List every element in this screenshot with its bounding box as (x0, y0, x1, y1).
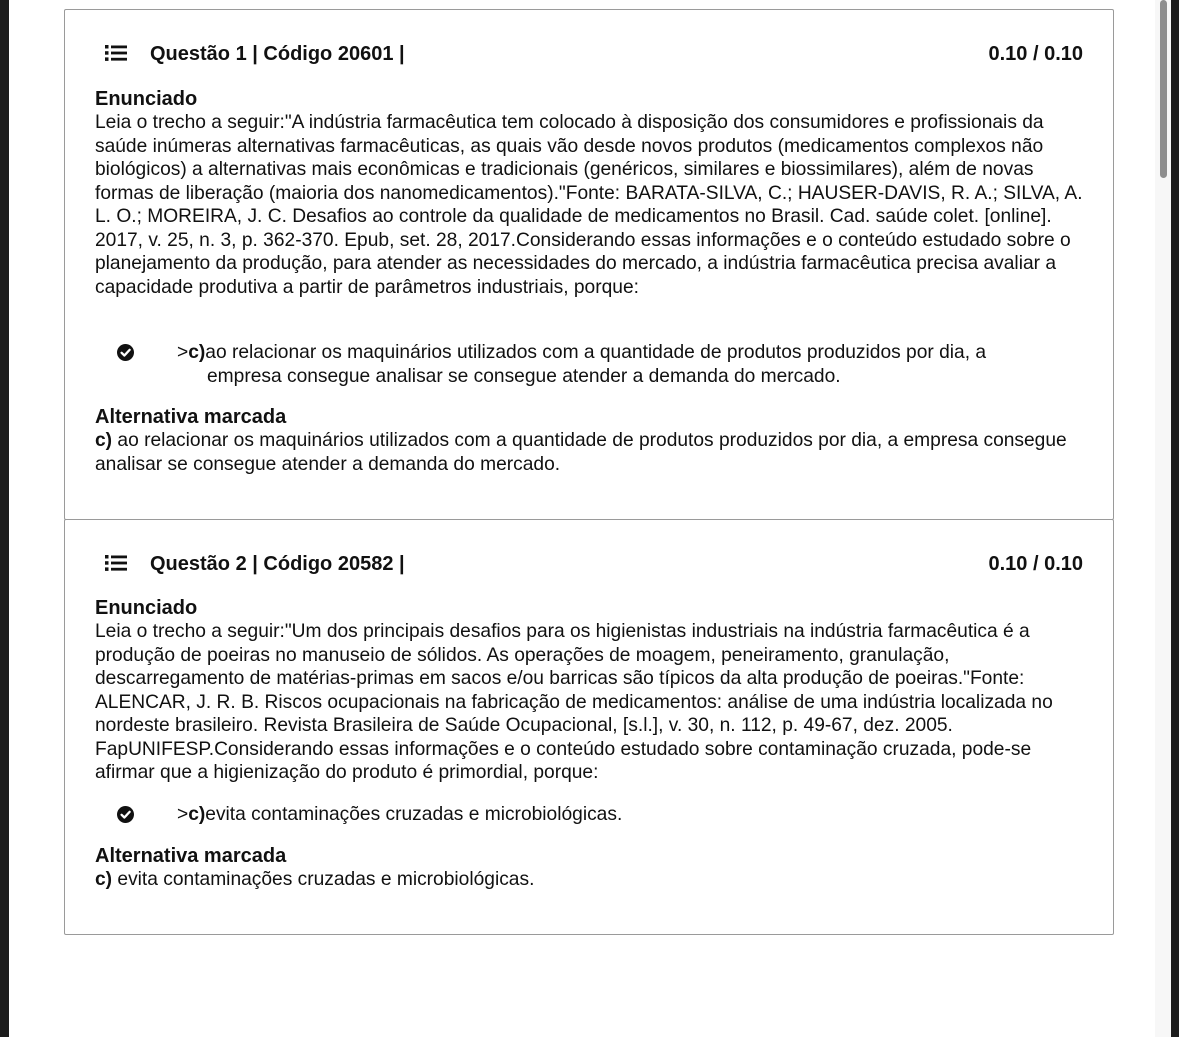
answer-letter: c) (188, 342, 206, 363)
marked-answer-block (95, 845, 1083, 892)
question-header (105, 42, 1083, 66)
marked-answer-letter: c) (95, 430, 113, 451)
statement-text: Leia o trecho a seguir:"Um dos principais desafios para os higienistas industriais na indústria farmacêutica é a produção de poeiras no manuseio de sólidos. As operações de moagem, peneiramento, granulação, descarregamento de matérias-primas em sacos e/ou barricas são típicos da alta produção de poeiras."Fonte: ALENCAR, J. R. B. Riscos ocupacionais na fabricação de medicamentos: análise de uma indústria localizada no nordeste brasileiro. Revista Brasileira de Saúde Ocupacional, [s.l.], v. 30, n. 112, p. 49-67, dez. 2005. FapUNIFESP.Considerando essas informações e o conteúdo estudado sobre contaminação cruzada, pode-se afirmar que a higienização do produto é primordial, porque: (95, 621, 1053, 783)
window-frame-right (1171, 0, 1179, 1037)
answer-option-text (177, 341, 1063, 388)
marked-answer-label: Alternativa marcada (95, 845, 287, 867)
scrollbar-thumb[interactable] (1160, 0, 1167, 178)
check-circle-icon (117, 344, 134, 361)
statement-label: Enunciado (95, 88, 198, 110)
marked-answer-block (95, 406, 1083, 476)
question-score: 0.10 / 0.10 (988, 43, 1083, 65)
question-score: 0.10 / 0.10 (988, 553, 1083, 575)
marked-answer-content: evita contaminações cruzadas e microbiológicas. (112, 869, 535, 890)
marked-answer-label: Alternativa marcada (95, 406, 287, 428)
marked-answer-text (95, 429, 1083, 476)
question-header (105, 552, 1083, 576)
answer-text: evita contaminações cruzadas e microbiológicas. (205, 804, 623, 825)
statement-block (95, 88, 1083, 299)
statement-text: Leia o trecho a seguir:"A indústria farmacêutica tem colocado à disposição dos consumidores e profissionais da saúde inúmeras alternativas farmacêuticas, as quais vão desde novos produtos (medicamentos complexos não biológicos) a alternativas mais econômicas e tradicionais (genéricos, similares e biossimilares), além de novas formas de liberação (maioria dos nanomedicamentos)."Fonte: BARATA-SILVA, C.; HAUSER-DAVIS, R. A.; SILVA, A. L. O.; MOREIRA, J. C. Desafios ao controle da qualidade de medicamentos no Brasil. Cad. saúde colet. [online]. 2017, v. 25, n. 3, p. 362-370. Epub, set. 28, 2017.Considerando essas informações e o conteúdo estudado sobre o planejamento da produção, para atender as necessidades do mercado, a indústria farmacêutica precisa avaliar a capacidade produtiva a partir de parâmetros industriais, porque: (95, 112, 1083, 298)
scrollbar-track[interactable] (1155, 0, 1171, 1037)
list-icon (105, 553, 127, 573)
answer-prefix: > (177, 342, 189, 363)
answer-option-text (177, 803, 1063, 827)
question-card (64, 9, 1114, 520)
statement-label: Enunciado (95, 597, 198, 619)
check-circle-icon (117, 806, 134, 823)
statement-block (95, 597, 1083, 785)
marked-answer-letter: c) (95, 869, 113, 890)
question-title: Questão 1 | Código 20601 | (150, 43, 405, 65)
marked-answer-content: ao relacionar os maquinários utilizados com a quantidade de produtos produzidos por dia, a empresa consegue analisar se consegue atender a demanda do mercado. (95, 430, 1067, 475)
marked-answer-text (95, 868, 1083, 892)
answer-letter: c) (188, 804, 206, 825)
question-card (64, 519, 1114, 935)
question-title: Questão 2 | Código 20582 | (150, 553, 405, 575)
window-frame-left (0, 0, 9, 1037)
answer-text: ao relacionar os maquinários utilizados com a quantidade de produtos produzidos por dia, a empresa consegue analisar se consegue atender a demanda do mercado. (205, 342, 987, 387)
answer-prefix: > (177, 804, 189, 825)
list-icon (105, 43, 127, 63)
